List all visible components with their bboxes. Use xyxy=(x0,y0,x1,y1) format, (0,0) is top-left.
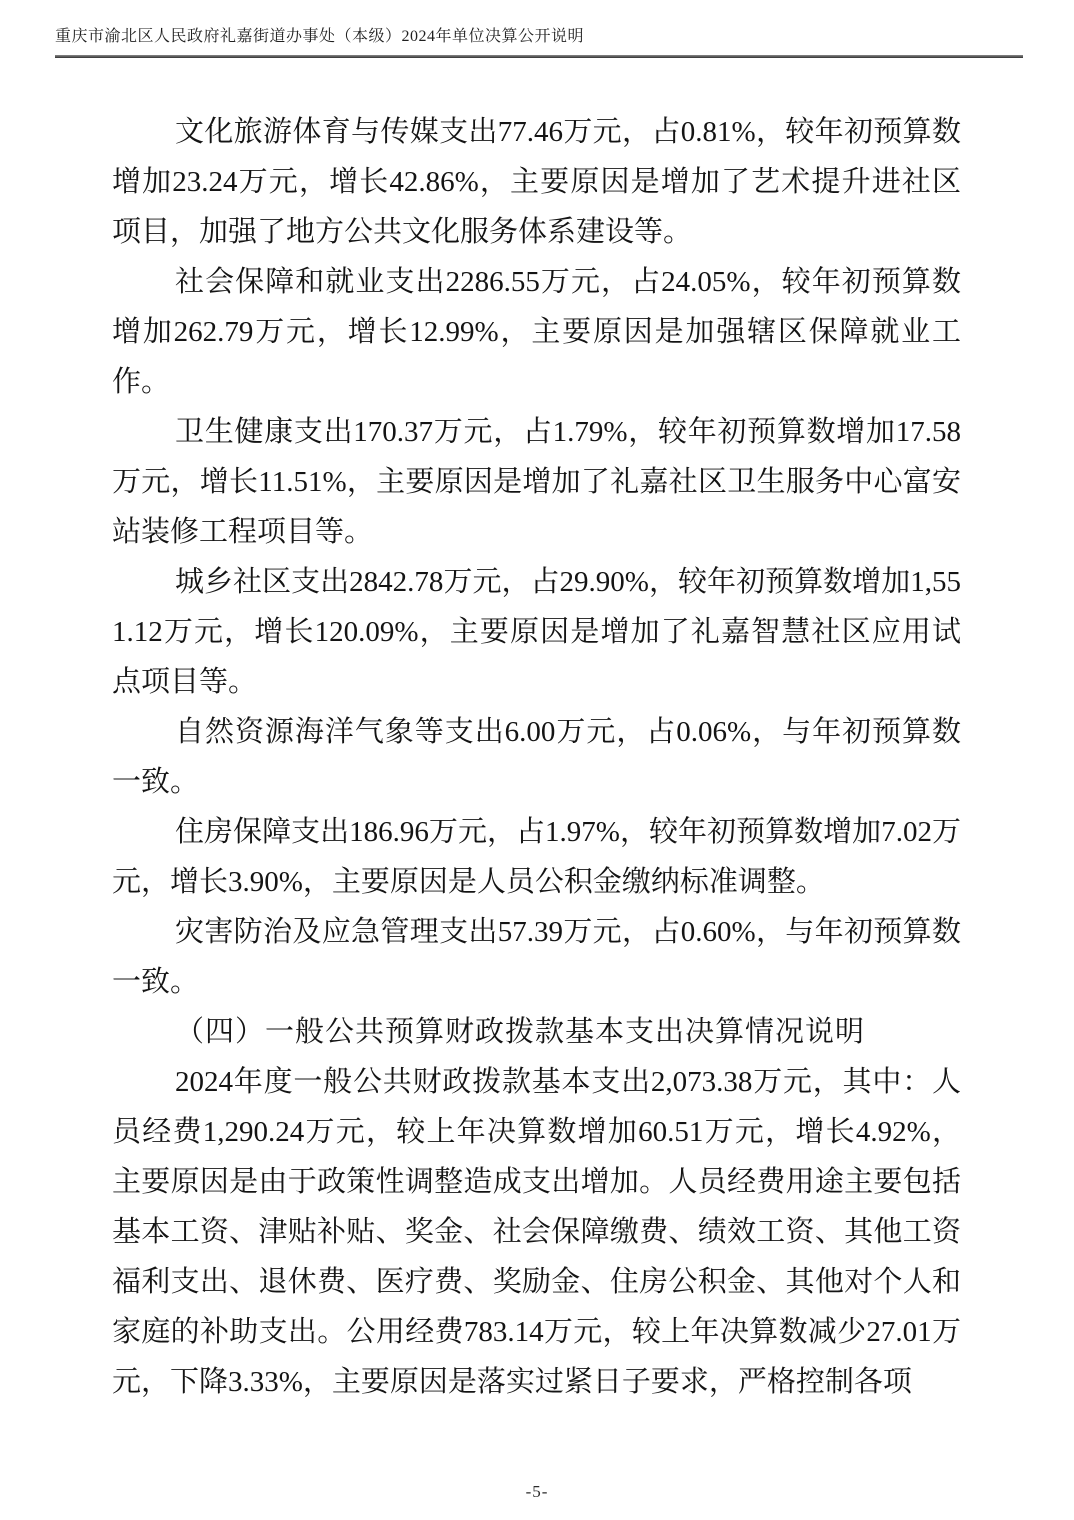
body-paragraph: 卫生健康支出170.37万元，占1.79%，较年初预算数增加17.58万元，增长11.51%，主要原因是增加了礼嘉社区卫生服务中心富安站装修工程项目等。 xyxy=(112,416,961,548)
document-header-title: 重庆市渝北区人民政府礼嘉街道办事处（本级）2024年单位决算公开说明 xyxy=(55,28,585,45)
body-paragraph: 自然资源海洋气象等支出6.00万元，占0.06%，与年初预算数一致。 xyxy=(112,716,961,798)
body-paragraph: 住房保障支出186.96万元，占1.97%，较年初预算数增加7.02万元，增长3.90%，主要原因是人员公积金缴纳标准调整。 xyxy=(112,816,961,898)
body-paragraph: 文化旅游体育与传媒支出77.46万元，占0.81%，较年初预算数增加23.24万元，增长42.86%，主要原因是增加了艺术提升进社区项目，加强了地方公共文化服务体系建设等。 xyxy=(112,116,961,248)
body-paragraph: 社会保障和就业支出2286.55万元，占24.05%，较年初预算数增加262.79万元，增长12.99%，主要原因是加强辖区保障就业工作。 xyxy=(112,266,961,398)
body-paragraph: 2024年度一般公共财政拨款基本支出2,073.38万元，其中：人员经费1,290.24万元，较上年决算数增加60.51万元，增长4.92%，主要原因是由于政策性调整造成支出增加。人员经费用途主要包括基本工资、津贴补贴、奖金、社会保障缴费、绩效工资、其他工资福利支出、退休费、医疗费、奖励金、住房公积金、其他对个人和家庭的补助支出。公用经费783.14万元，较上年决算数减少27.01万元，下降3.33%，主要原因是落实过紧日子要求，严格控制各项 xyxy=(112,1066,961,1398)
body-paragraph: 城乡社区支出2842.78万元，占29.90%，较年初预算数增加1,551.12万元，增长120.09%，主要原因是增加了礼嘉智慧社区应用试点项目等。 xyxy=(112,566,961,698)
page-number: -5- xyxy=(525,1482,549,1501)
header-rule xyxy=(55,55,1023,58)
body-paragraph: 灾害防治及应急管理支出57.39万元，占0.60%，与年初预算数一致。 xyxy=(112,916,961,998)
document-header xyxy=(55,26,1023,58)
document-footer xyxy=(0,1482,1074,1502)
section-heading: （四）一般公共预算财政拨款基本支出决算情况说明 xyxy=(175,1016,866,1048)
document-body xyxy=(112,107,961,1407)
